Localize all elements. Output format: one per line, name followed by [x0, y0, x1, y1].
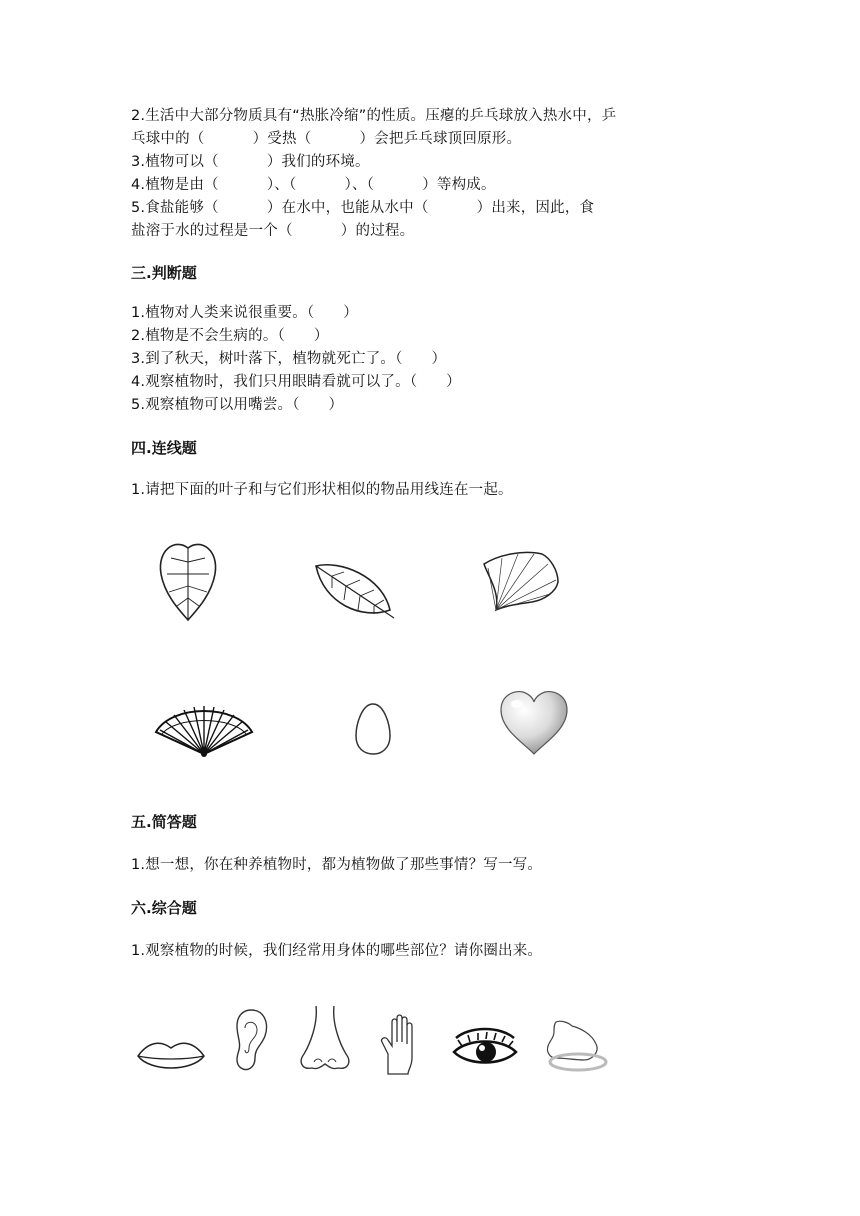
fill-blank-line-5: 5.食盐能够（ ）在水中，也能从水中（ ）出来，因此，食: [131, 200, 595, 216]
oval-leaf-icon: [310, 560, 400, 622]
heart-icon: [497, 688, 571, 758]
comprehensive-question: 1.观察植物的时候，我们经常用身体的哪些部位？请你圈出来。: [131, 943, 543, 959]
foot-icon: [542, 1018, 610, 1076]
fill-blank-line-6: 盐溶于水的过程是一个（ ）的过程。: [131, 223, 415, 239]
folding-fan-icon: [152, 702, 256, 758]
nose-icon: [296, 1004, 354, 1074]
section-heading-comprehensive: 六.综合题: [131, 899, 197, 917]
judgement-item-3: 3.到了秋天，树叶落下，植物就死亡了。（ ）: [131, 351, 447, 367]
heart-shaped-leaf-icon: [155, 540, 221, 622]
ear-icon: [231, 1008, 271, 1074]
fill-blank-line-3: 3.植物可以（ ）我们的环境。: [131, 154, 370, 170]
section-heading-short-answer: 五.简答题: [131, 813, 197, 831]
judgement-item-2: 2.植物是不会生病的。（ ）: [131, 328, 329, 344]
matching-question: 1.请把下面的叶子和与它们形状相似的物品用线连在一起。: [131, 482, 513, 498]
fill-blank-line-4: 4.植物是由（ ）、（ ）、（ ）等构成。: [131, 177, 496, 193]
section-heading-matching: 四.连线题: [131, 439, 197, 457]
judgement-item-4: 4.观察植物时，我们只用眼睛看就可以了。（ ）: [131, 374, 461, 390]
section-heading-judgement: 三.判断题: [131, 264, 197, 282]
short-answer-question: 1.想一想，你在种养植物时，都为植物做了那些事情？写一写。: [131, 857, 543, 873]
ginkgo-leaf-icon: [478, 548, 562, 614]
judgement-item-5: 5.观察植物可以用嘴尝。（ ）: [131, 397, 344, 413]
fill-blank-line-1: 2.生活中大部分物质具有“热胀冷缩”的性质。压瘪的乒乓球放入热水中，乒: [131, 108, 617, 124]
egg-icon: [354, 702, 392, 756]
fill-blank-line-2: 乓球中的（ ）受热（ ）会把乒乓球顶回原形。: [131, 131, 522, 147]
hand-icon: [380, 1014, 420, 1078]
judgement-item-1: 1.植物对人类来说很重要。（ ）: [131, 305, 358, 321]
lips-icon: [136, 1036, 206, 1078]
eye-icon: [452, 1024, 518, 1074]
